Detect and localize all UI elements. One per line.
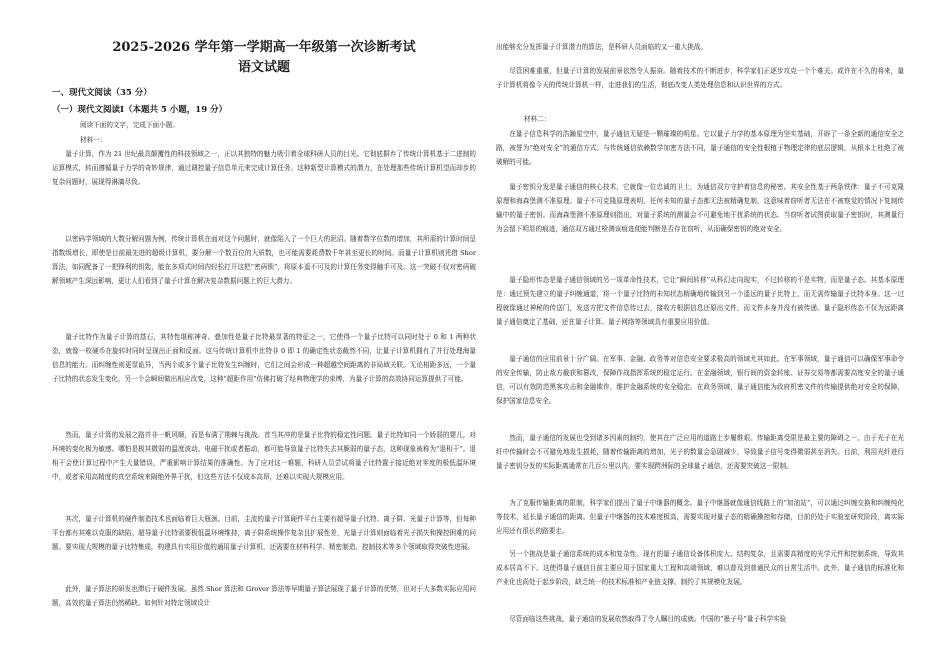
paragraph: 量子通信的应用前景十分广阔。在军事、金融、政务等对信息安全要求极高的领域尤其如此。在军事领域，量子通信可以确保军事命令的安全传输，防止敌方截获和篡改，保障作战指挥系统的稳定运行。在金融领域，银行间的资金转账、证券交易等都需要高度安全的量子通信，可以有效防范黑客攻击和金融欺诈，维护金融系统的安全稳定。在政务领域，量子通信能为政府机密文件的传输提供绝对安全的保障，保护国家信息安全。 <box>496 355 904 406</box>
paragraph: 为了克服传输距离的限制，科学家们提出了量子中继器的概念。量子中继器就像通信线路上的“加油站”，可以通过纠缠交换和纠缠纯化等技术，延长量子通信的距离。但量子中继器的技术难度极高，需要实现对量子态的精确操控和存储，目前仍处于实验室研究阶段，离实际应用还有很长的路要走。 <box>496 499 904 536</box>
paragraph: 量子密钥分发是量子通信的核心技术，它就像一位忠诚的卫士，为通信双方守护着信息的秘密。其安全性基于两条铁律：量子不可克隆原理和海森堡测不准原理。量子不可克隆原理表明，任何未知的量子态都无法被精确复制，这意味着窃听者无法在不被察觉的情况下复制传输中的量子密钥。而海森堡测不准原理则指出，对量子系统的测量会不可避免地干扰系统的状态。当窃听者试图获取量子密钥时，其测量行为会留下明显的痕迹，通信双方通过检测该痕迹便能判断是否存在窃听，从而确保密钥的绝对安全。 <box>496 183 904 234</box>
paragraph: 在量子信息科学的浩瀚星空中，量子通信无疑是一颗璀璨的明星。它以量子力学的基本原理为坚实基础，开辟了一条全新的通信安全之路，被誉为“绝对安全”的通信方式。与传统通信依赖数学加密方法不同，量子通信的安全性根植于物理定律的底层逻辑，从根本上杜绝了被破解的可能。 <box>496 130 904 167</box>
paragraph: 量子计算，作为 21 世纪最具颠覆性的科技领域之一，正以其独特的魅力吸引着全球科研人员的目光。它彻底摒弃了传统计算机基于二进制的运算模式，转而遵循量子力学的奇妙规律，通过调控量子信息单元来完成计算任务。这种新型计算模式的潜力，在处理那些传统计算机望而却步的复杂问题时，展现得淋漓尽致。 <box>52 150 476 187</box>
material-1-label: 材料一： <box>80 136 107 144</box>
subsection-heading: （一）现代文阅读Ⅰ（本题共 5 小题，19 分） <box>52 105 228 115</box>
exam-title: 2025-2026 学年第一学期高一年级第一次诊断考试 <box>112 40 416 55</box>
paragraph: 此外，量子算法的研发也滞后于硬件发展。虽然 Shor 算法和 Grover 算法等早期量子算法展现了量子计算的优势，但对于大多数实际应用问题，高效的量子算法仍然稀缺。如何针对特定领域设计 <box>52 585 476 608</box>
instruction-text: 阅读下面的文字，完成下面小题。 <box>80 121 179 129</box>
paragraph: 其次，量子计算机的硬件制造技术也面临着巨大瓶颈。目前，主流的量子计算硬件平台主要有超导量子比特、离子阱、光量子计算等，但每种平台都有其难以克服的缺陷。超导量子比特需要极低温环境维持，离子阱系统操作复杂且扩展性差，光量子计算则面临着光子损失和操控困难的问题。要实现大规模的量子比特集成，构建具有实用价值的通用量子计算机，还需要在材料科学、精密制造、控制技术等多个领域取得突破性进展。 <box>52 515 476 552</box>
paragraph: 另一个挑战是量子通信系统的成本和复杂性。现有的量子通信设备体积庞大、结构复杂，且需要高精度的光学元件和控制系统，导致其成本居高不下。这使得量子通信目前主要应用于国家重大工程和高端领域，难以普及到普通民众的日常生活中。此外，量子通信的标准化和产业化也尚处于起步阶段，缺乏统一的技术标准和产业链支撑，制约了其规模化发展。 <box>496 550 904 587</box>
paragraph: 尽管面临这些挑战，量子通信的发展依然取得了令人瞩目的成就。中国的“墨子号”量子科学实验 <box>509 615 787 623</box>
paragraph: 量子隐形传态是量子通信领域的另一项革命性技术，它让“瞬间转移”从科幻走向现实，不过转移的不是实物，而是量子态。其基本原理是：通过预先建立的量子纠缠通道，将一个量子比特的未知状态精确地传输到另一个遥远的量子比特上，而无需传输量子比特本身。这一过程就像通过神秘的传送门，发送方把文件信息传过去，接收方根据信息还原出文件，而文件本身并没有被传递。量子隐形传态不仅为远距离量子通信奠定了基础，还在量子计算、量子网络等领域具有重要应用价值。 <box>496 276 904 327</box>
paragraph: 量子比特作为量子计算的基石，其特性堪称神奇。叠加性是量子比特最显著的特征之一，它使得一个量子比特可以同时处于 0 和 1 两种状态，就像一枚硬币在旋转时同时呈现出正面和反面。这与传统计算机中比特非 0 即 1 的确定性状态截然不同，让量子计算机拥有了并行处理海量信息的能力。而纠缠性则更显诡异，当两个或多个量子比特发生纠缠时，它们之间会形成一种超越空间距离的非局域关联。无论相距多远，一个量子比特的状态发生变化，另一个会瞬间做出相应改变，这种“超距作用”仿佛打破了经典物理学的束缚，为量子计算的高效协同运算提供了可能。 <box>52 333 476 384</box>
paragraph: 尽管困难重重，但量子计算的发展前景依然令人振奋。随着技术的不断进步，科学家们正逐步攻克一个个难关。或许在不久的将来，量子计算机将像今天的传统计算机一样，走进我们的生活，彻底改变人类处理信息和认识世界的方式。 <box>496 67 904 90</box>
paragraph: 然而，量子通信的发展也受到诸多因素的制约，使其在广泛应用的道路上步履维艰。传输距离受限是最主要的障碍之一。由于光子在光纤中传输时会不可避免地发生损耗，随着传输距离的增加，光子的数量会急剧减少，导致量子信号变得微弱甚至消失。目前，利用光纤进行量子密钥分发的实际距离通常在几百公里以内，要实现跨洲际的全球量子通信，还需要突破这一限制。 <box>496 434 904 471</box>
paragraph: 以密码学领域的大数分解问题为例，传统计算机在面对这个问题时，就像陷入了一个巨大的泥沼。随着数字位数的增加，其所需的计算时间呈指数级增长，即使是目前最先进的超级计算机，要分解一个数百位的大质数，也可能需要耗费数千年甚至更长的时间。而量子计算机则凭借 Shor 算法，如同配备了一把锋利的钥匙，能在多项式时间内轻松打开这把“密码锁”，将原本遥不可及的计算任务变得触手可及。这一突破不仅对密码破解领域产生深远影响，更让人们看到了量子计算在解决复杂数据问题上的巨大潜力。 <box>52 235 476 286</box>
paragraph: 出能够充分发挥量子计算潜力的算法，是科研人员面临的又一重大挑战。 <box>496 43 707 51</box>
material-2-label: 材料二： <box>524 115 551 123</box>
section-heading: 一、现代文阅读（35 分） <box>52 88 152 98</box>
paragraph: 然而，量子计算的发展之路并非一帆风顺，而是布满了荆棘与挑战。首当其冲的是量子比特的稳定性问题。量子比特如同一个娇弱的婴儿，对环境的变化极为敏感。哪怕是极其微弱的温度波动、电磁干扰或者振动，都可能导致量子比特失去其脆弱的量子态，这种现象被称为“退相干”。退相干会使计算过程中产生大量错误，严重影响计算结果的准确性。为了应对这一难题，科研人员尝试将量子比特置于接近绝对零度的极低温环境中，或者采用高精度的真空系统来隔绝外界干扰，但这些方法不仅成本高昂，还难以实现大规模应用。 <box>52 431 476 482</box>
exam-subtitle: 语文试题 <box>237 60 290 75</box>
